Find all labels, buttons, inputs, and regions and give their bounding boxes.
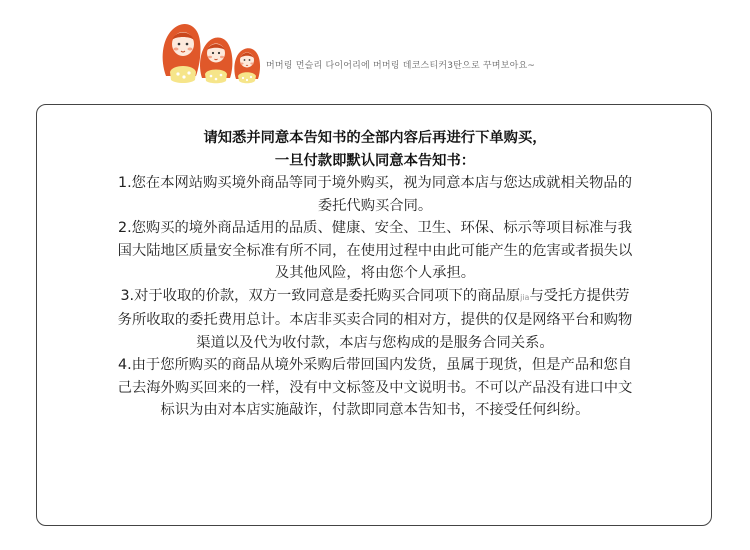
- banner-caption: 머머링 먼슬리 다이어리에 머머링 데코스티커3탄으로 꾸며보아요~: [266, 61, 536, 71]
- clause-line: 国大陆地区质量安全标准有所不同，在使用过程中由此可能产生的危害或者损失以: [117, 242, 633, 259]
- clause-line: 2.您购买的境外商品适用的品质、健康、安全、卫生、环保、标示等项目标准与我: [117, 220, 633, 236]
- purchase-notice-box: [36, 104, 712, 526]
- header-banner: [0, 0, 750, 95]
- medium-doll-icon: [200, 38, 232, 84]
- inline-watermark: jia: [520, 292, 530, 302]
- clause-2: [57, 217, 693, 285]
- clause-1: [57, 172, 693, 217]
- clause-line: 4.由于您所购买的商品从境外采购后带回国内发货，虽属于现货，但是产品和您自: [117, 357, 633, 373]
- matryoshka-dolls-illustration: [160, 20, 262, 86]
- small-doll-icon: [234, 48, 260, 83]
- notice-heading: 请知悉并同意本告知书的全部内容后再进行下单购买，: [203, 130, 547, 146]
- clause-line: 及其他风险，将由您个人承担。: [274, 265, 476, 281]
- clause-line: 委托代购买合同。: [317, 197, 433, 214]
- clause-line: 己去海外购买回来的一样，没有中文标签及中文说明书。不可以产品没有进口中文: [117, 379, 633, 396]
- clause-text: 3.对于收取的价款，双方一致同意是委托购买合同项下的商品原: [120, 287, 521, 304]
- clause-4: [57, 354, 693, 422]
- clause-text: 与受托方提供劳: [529, 287, 630, 304]
- clause-line: 渠道以及代为收付款，本店与您构成的是服务合同关系。: [196, 334, 554, 351]
- clause-3: [57, 285, 693, 355]
- notice-content: [57, 127, 693, 422]
- large-doll-icon: [163, 24, 201, 83]
- clause-line: [57, 285, 693, 310]
- notice-subheading: 一旦付款即默认同意本告知书：: [274, 152, 476, 169]
- clause-line: 务所收取的委托费用总计。本店非买卖合同的相对方，提供的仅是网络平台和购物: [117, 312, 633, 328]
- clause-line: 1.您在本网站购买境外商品等同于境外购买，视为同意本店与您达成就相关物品的: [117, 175, 633, 191]
- clause-line: 标识为由对本店实施敲诈，付款即同意本告知书，不接受任何纠纷。: [160, 402, 590, 418]
